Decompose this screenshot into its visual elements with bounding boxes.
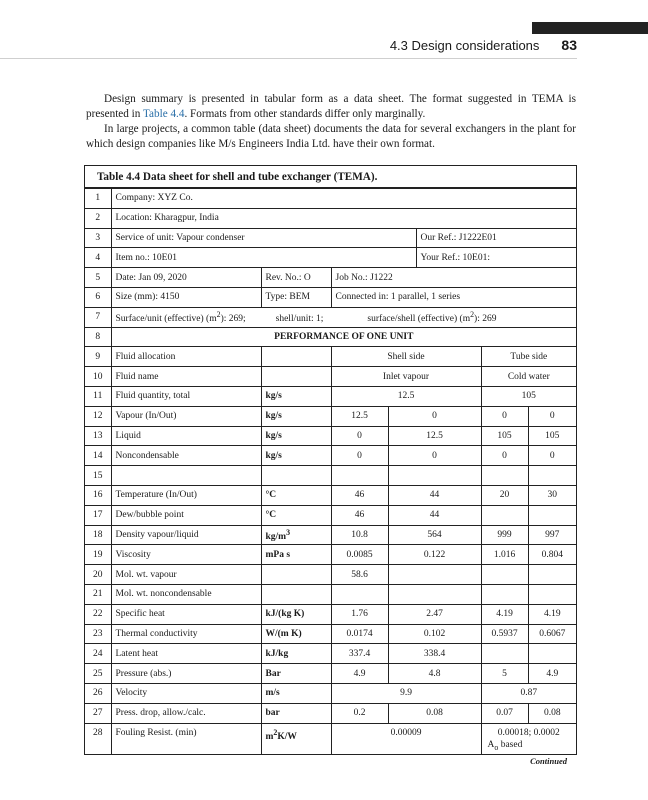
row-number: 23	[85, 624, 111, 644]
unit-cell: kg/s	[261, 406, 331, 426]
shell-in-value: 1.76	[331, 604, 388, 624]
surface-shell-label: surface/shell (effective) (m	[367, 314, 471, 325]
row-number: 17	[85, 505, 111, 525]
tube-in-value	[481, 466, 528, 486]
your-ref-cell: Your Ref.: 10E01:	[416, 248, 576, 268]
header-rule	[0, 58, 577, 59]
row-label: Fluid allocation	[111, 347, 261, 367]
shell-in-value: 337.4	[331, 644, 388, 664]
tube-in-value: 4.19	[481, 604, 528, 624]
surface-unit-value: ): 269;	[220, 314, 246, 325]
row-number: 10	[85, 367, 111, 387]
page-number: 83	[561, 37, 577, 53]
tube-in-value: 0.07	[481, 703, 528, 723]
tube-out-value: 0.6067	[528, 624, 576, 644]
item-no-cell: Item no.: 10E01	[111, 248, 416, 268]
table-caption: Table 4.4 Data sheet for shell and tube exchanger (TEMA).	[85, 166, 576, 188]
job-no-cell: Job No.: J1222	[331, 268, 576, 288]
tube-value: 105	[481, 386, 576, 406]
date-cell: Date: Jan 09, 2020	[111, 268, 261, 288]
row-label: Press. drop, allow./calc.	[111, 703, 261, 723]
unit-cell: kJ/kg	[261, 644, 331, 664]
shell-in-value: 58.6	[331, 565, 388, 585]
unit-cell	[261, 347, 331, 367]
section-title: 4.3 Design considerations	[389, 38, 540, 53]
subscript: o	[494, 742, 499, 752]
table-row	[85, 268, 576, 288]
shell-in-value: 0.0174	[331, 624, 388, 644]
table-row	[85, 208, 576, 228]
tube-side-header: Tube side	[481, 347, 576, 367]
row-number: 18	[85, 525, 111, 545]
unit-cell: bar	[261, 703, 331, 723]
unit-cell: kg/s	[261, 426, 331, 446]
row-number: 8	[85, 327, 111, 347]
paragraph-1-text: Design summary is presented in tabular form as a data sheet. The format suggested in TEMA is presented in	[86, 93, 576, 120]
superscript: 2	[273, 727, 278, 737]
unit-cell: mPa s	[261, 545, 331, 565]
tube-out-value: 0	[528, 406, 576, 426]
unit-cell: °C	[261, 485, 331, 505]
row-number: 2	[85, 208, 111, 228]
shell-in-value: 46	[331, 485, 388, 505]
paragraph-2	[86, 122, 576, 152]
tube-in-value	[481, 644, 528, 664]
shell-in-value: 10.8	[331, 525, 388, 545]
shell-in-value	[331, 584, 388, 604]
row-label: Viscosity	[111, 545, 261, 565]
surface-shell-value: ): 269	[474, 314, 497, 325]
tube-in-value: 5	[481, 664, 528, 684]
tube-in-value	[481, 584, 528, 604]
table-row	[85, 565, 576, 585]
shell-in-value: 0	[331, 446, 388, 466]
surface-unit-label: Surface/unit (effective) (m	[115, 314, 217, 325]
shell-out-value: 564	[388, 525, 481, 545]
data-sheet-table	[84, 165, 577, 755]
shell-out-value: 44	[388, 505, 481, 525]
row-number: 16	[85, 485, 111, 505]
table-row	[85, 703, 576, 723]
superscript: 2	[216, 310, 221, 320]
type-cell: Type: BEM	[261, 287, 331, 307]
row-label: Fouling Resist. (min)	[111, 723, 261, 754]
tube-out-value	[528, 584, 576, 604]
shell-value: 0.00009	[331, 723, 481, 754]
shell-in-value: 0.0085	[331, 545, 388, 565]
tube-value: Cold water	[481, 367, 576, 387]
shell-in-value	[331, 466, 388, 486]
tube-out-value: 0.08	[528, 703, 576, 723]
tube-out-value: 4.19	[528, 604, 576, 624]
unit-cell: kJ/(kg K)	[261, 604, 331, 624]
shell-out-value	[388, 466, 481, 486]
row-number: 25	[85, 664, 111, 684]
row-label: Fluid name	[111, 367, 261, 387]
table-row	[85, 485, 576, 505]
table-row	[85, 406, 576, 426]
row-number: 9	[85, 347, 111, 367]
row-number: 22	[85, 604, 111, 624]
unit-cell	[261, 584, 331, 604]
shell-out-value: 0	[388, 406, 481, 426]
unit-cell: m/s	[261, 683, 331, 703]
shell-out-value: 2.47	[388, 604, 481, 624]
row-label: Noncondensable	[111, 446, 261, 466]
row-label: Specific heat	[111, 604, 261, 624]
table-row	[85, 327, 576, 347]
table-row	[85, 584, 576, 604]
row-label: Mol. wt. vapour	[111, 565, 261, 585]
unit-cell: W/(m K)	[261, 624, 331, 644]
row-label: Thermal conductivity	[111, 624, 261, 644]
table-row	[85, 624, 576, 644]
row-label: Pressure (abs.)	[111, 664, 261, 684]
row-number: 20	[85, 565, 111, 585]
row-number: 19	[85, 545, 111, 565]
tube-out-value: 0.804	[528, 545, 576, 565]
row-number: 28	[85, 723, 111, 754]
row-label: Density vapour/liquid	[111, 525, 261, 545]
shell-value: Inlet vapour	[331, 367, 481, 387]
performance-heading: PERFORMANCE OF ONE UNIT	[111, 327, 576, 347]
table-row	[85, 723, 576, 754]
superscript: 2	[470, 310, 475, 320]
table-row	[85, 505, 576, 525]
paragraph-1	[86, 92, 576, 122]
tube-out-value	[528, 505, 576, 525]
shell-out-value: 12.5	[388, 426, 481, 446]
table-row	[85, 525, 576, 545]
row-label: Fluid quantity, total	[111, 386, 261, 406]
fouling-basis	[486, 739, 573, 754]
tube-out-value: 105	[528, 426, 576, 446]
company-cell: Company: XYZ Co.	[111, 189, 576, 209]
table-row	[85, 446, 576, 466]
table-reference-link[interactable]: Table 4.4	[142, 108, 185, 120]
row-label	[111, 466, 261, 486]
row-number: 21	[85, 584, 111, 604]
tube-out-value	[528, 565, 576, 585]
shell-in-value: 46	[331, 505, 388, 525]
fouling-tube-value: 0.00018; 0.0002	[497, 727, 560, 738]
our-ref-cell: Our Ref.: J1222E01	[416, 228, 576, 248]
shell-in-value: 12.5	[331, 406, 388, 426]
shell-unit-value: shell/unit: 1;	[275, 314, 324, 325]
header-accent-bar	[532, 22, 648, 34]
row-number: 14	[85, 446, 111, 466]
table-row	[85, 367, 576, 387]
unit-text: kg/m	[265, 532, 287, 543]
row-number: 5	[85, 268, 111, 288]
shell-in-value: 0.2	[331, 703, 388, 723]
tube-out-value: 30	[528, 485, 576, 505]
shell-value: 12.5	[331, 386, 481, 406]
table-row	[85, 683, 576, 703]
row-label: Vapour (In/Out)	[111, 406, 261, 426]
table-row	[85, 664, 576, 684]
shell-in-value: 0	[331, 426, 388, 446]
table-row	[85, 287, 576, 307]
unit-cell	[261, 525, 331, 545]
tube-value: 0.87	[481, 683, 576, 703]
row-number: 26	[85, 683, 111, 703]
unit-cell	[261, 565, 331, 585]
basis-text: A	[487, 739, 495, 750]
tube-in-value: 105	[481, 426, 528, 446]
tube-in-value: 0	[481, 446, 528, 466]
table-row	[85, 466, 576, 486]
row-label: Latent heat	[111, 644, 261, 664]
unit-text: m	[265, 731, 274, 742]
shell-out-value: 0.08	[388, 703, 481, 723]
size-cell: Size (mm): 4150	[111, 287, 261, 307]
table-row	[85, 307, 576, 327]
table-row	[85, 228, 576, 248]
location-cell: Location: Kharagpur, India	[111, 208, 576, 228]
shell-out-value: 0.122	[388, 545, 481, 565]
running-head	[0, 37, 577, 55]
tube-out-value: 0	[528, 446, 576, 466]
row-number: 6	[85, 287, 111, 307]
table-row	[85, 248, 576, 268]
unit-text: K/W	[277, 731, 297, 742]
row-number: 13	[85, 426, 111, 446]
unit-cell: °C	[261, 505, 331, 525]
row-label: Liquid	[111, 426, 261, 446]
continued-label: Continued	[530, 756, 567, 766]
paragraph-1-text-end: . Formats from other standards differ only marginally.	[184, 108, 426, 120]
unit-cell	[261, 723, 331, 754]
row-label: Temperature (In/Out)	[111, 485, 261, 505]
table-row	[85, 386, 576, 406]
paragraph-2-text: In large projects, a common table (data sheet) documents the data for several exchangers in the plant for which design companies like M/s Engineers India Ltd. have their own format.	[86, 123, 576, 150]
table-row	[85, 604, 576, 624]
unit-cell: kg/s	[261, 386, 331, 406]
basis-text: based	[498, 739, 523, 750]
row-number: 12	[85, 406, 111, 426]
shell-in-value: 4.9	[331, 664, 388, 684]
service-cell: Service of unit: Vapour condenser	[111, 228, 416, 248]
row-number: 27	[85, 703, 111, 723]
tube-value	[481, 723, 576, 754]
shell-out-value	[388, 584, 481, 604]
table-row	[85, 426, 576, 446]
connected-cell: Connected in: 1 parallel, 1 series	[331, 287, 576, 307]
rev-no-cell: Rev. No.: O	[261, 268, 331, 288]
table-row	[85, 644, 576, 664]
row-number: 24	[85, 644, 111, 664]
shell-out-value: 0	[388, 446, 481, 466]
row-number: 1	[85, 189, 111, 209]
row-label: Velocity	[111, 683, 261, 703]
table-row	[85, 347, 576, 367]
row-number: 4	[85, 248, 111, 268]
shell-out-value: 44	[388, 485, 481, 505]
table-row	[85, 545, 576, 565]
unit-cell: Bar	[261, 664, 331, 684]
tube-in-value: 20	[481, 485, 528, 505]
tube-out-value	[528, 644, 576, 664]
tube-out-value	[528, 466, 576, 486]
unit-cell	[261, 466, 331, 486]
data-grid	[85, 188, 576, 754]
row-label: Mol. wt. noncondensable	[111, 584, 261, 604]
surface-cell	[111, 307, 576, 327]
row-number: 7	[85, 307, 111, 327]
shell-value: 9.9	[331, 683, 481, 703]
shell-out-value: 0.102	[388, 624, 481, 644]
tube-in-value: 0	[481, 406, 528, 426]
shell-out-value: 4.8	[388, 664, 481, 684]
shell-out-value: 338.4	[388, 644, 481, 664]
tube-in-value	[481, 505, 528, 525]
row-label: Dew/bubble point	[111, 505, 261, 525]
table-row	[85, 189, 576, 209]
tube-in-value: 1.016	[481, 545, 528, 565]
superscript: 3	[286, 527, 291, 537]
shell-side-header: Shell side	[331, 347, 481, 367]
unit-cell	[261, 367, 331, 387]
row-number: 11	[85, 386, 111, 406]
tube-in-value: 999	[481, 525, 528, 545]
tube-in-value: 0.5937	[481, 624, 528, 644]
unit-cell: kg/s	[261, 446, 331, 466]
tube-out-value: 4.9	[528, 664, 576, 684]
row-number: 15	[85, 466, 111, 486]
row-number: 3	[85, 228, 111, 248]
tube-in-value	[481, 565, 528, 585]
tube-out-value: 997	[528, 525, 576, 545]
shell-out-value	[388, 565, 481, 585]
